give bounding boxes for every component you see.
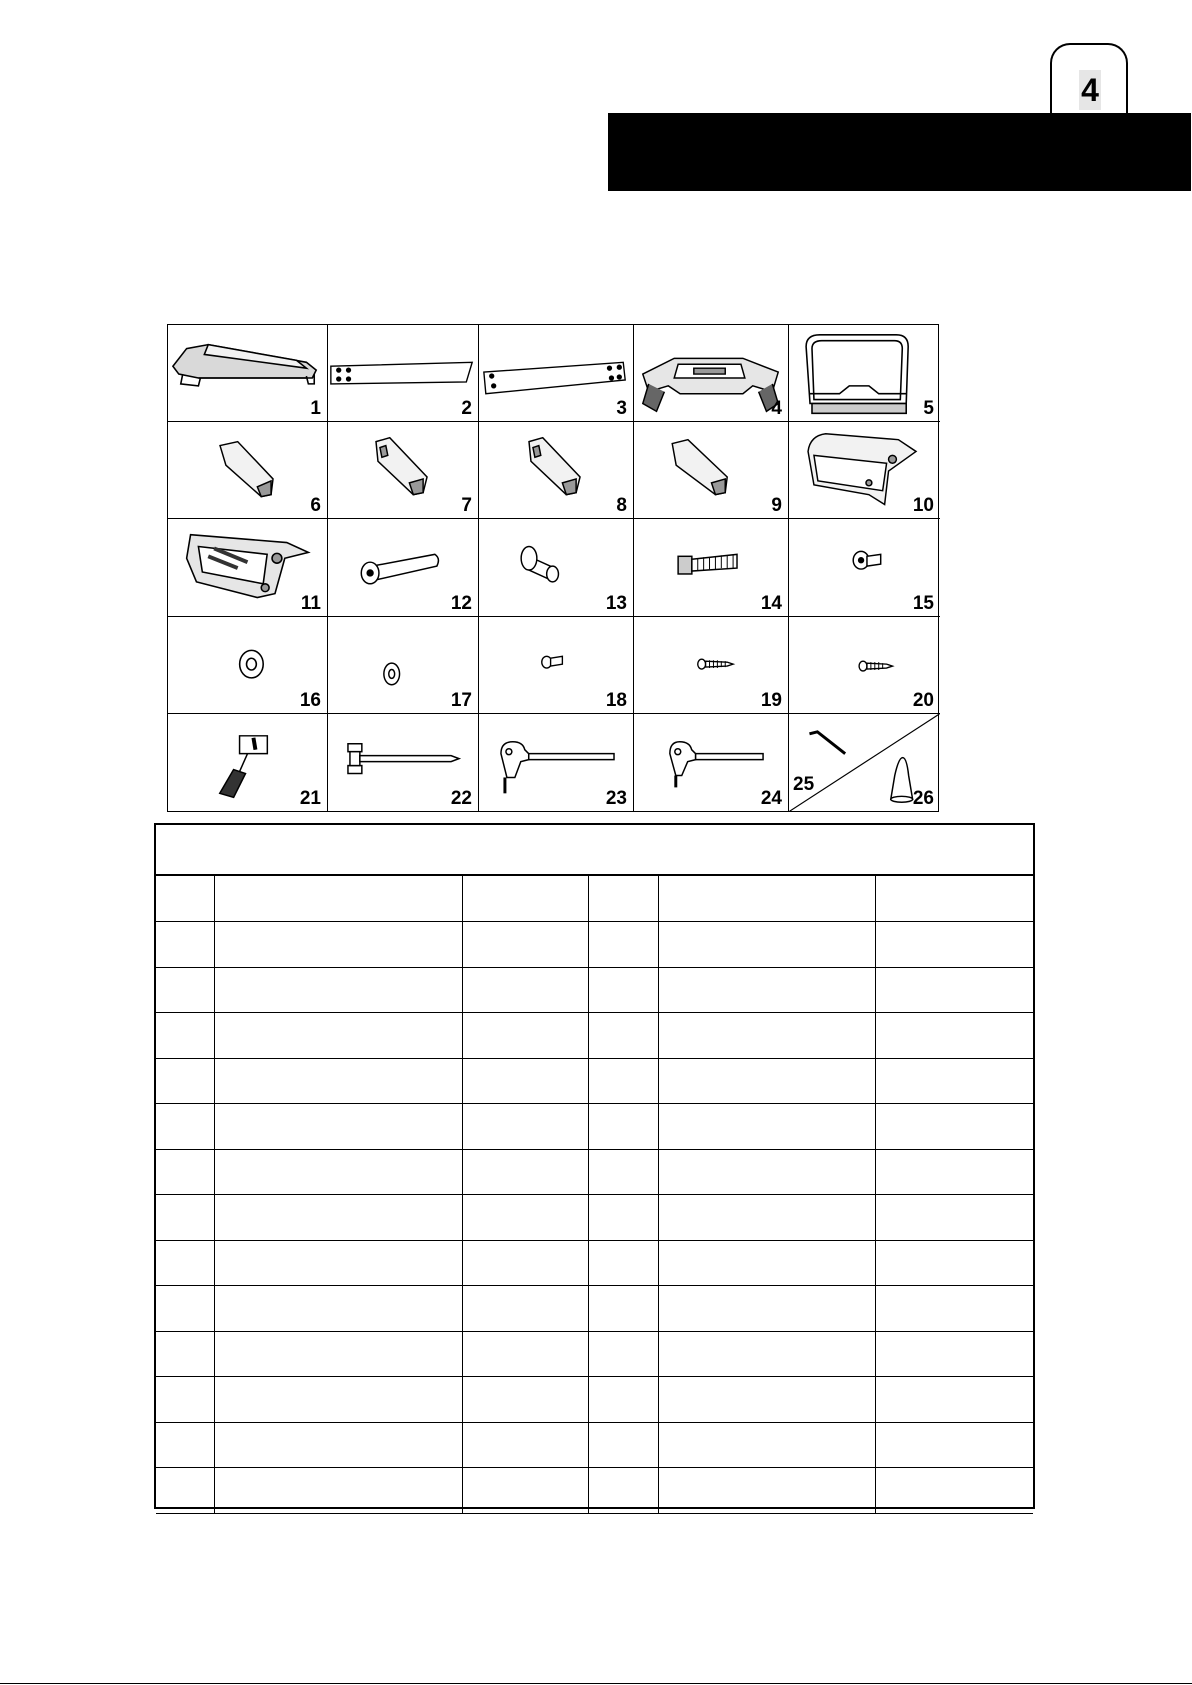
- title-bar: [608, 113, 1191, 191]
- table-cell: [875, 922, 1033, 968]
- part-cell-21: [168, 714, 328, 811]
- table-cell: [156, 1013, 214, 1059]
- table-cell: [658, 1422, 875, 1468]
- table-cell: [214, 922, 462, 968]
- part-number: 8: [616, 495, 627, 517]
- part-number: 19: [760, 689, 782, 711]
- table-row: [156, 1195, 1033, 1241]
- part-cell-25-26: [789, 714, 940, 811]
- part-number: 7: [461, 495, 472, 517]
- part-number: 18: [605, 689, 627, 711]
- table-cell: [462, 922, 588, 968]
- part-number: 9: [771, 495, 782, 517]
- part-number: 13: [605, 592, 627, 614]
- table-cell: [214, 1195, 462, 1241]
- part-cell-8: [479, 422, 634, 519]
- part-number: 16: [299, 689, 321, 711]
- table-cell: [462, 1468, 588, 1514]
- table-cell: [588, 1058, 658, 1104]
- table-cell: [875, 1286, 1033, 1332]
- table-cell: [156, 1240, 214, 1286]
- table-cell: [156, 1331, 214, 1377]
- table-cell: [875, 1422, 1033, 1468]
- part-cell-16: [168, 617, 328, 714]
- side-cover-icon: [328, 422, 478, 518]
- table-row: [156, 922, 1033, 968]
- part-cell-11: [168, 519, 328, 616]
- table-cell: [156, 1286, 214, 1332]
- table-cell: [658, 1468, 875, 1514]
- table-cell: [156, 1149, 214, 1195]
- part-number: 10: [912, 495, 934, 517]
- table-cell: [588, 1422, 658, 1468]
- table-cell: [658, 1331, 875, 1377]
- table-cell: [156, 967, 214, 1013]
- side-cover-icon: [479, 422, 633, 518]
- table-cell: [462, 1422, 588, 1468]
- table-cell: [658, 922, 875, 968]
- table-cell: [156, 1195, 214, 1241]
- table-cell: [214, 1422, 462, 1468]
- part-cell-20: [789, 617, 940, 714]
- table-cell: [875, 1013, 1033, 1059]
- table-row: [156, 1104, 1033, 1150]
- table-cell: [462, 1240, 588, 1286]
- table-cell: [156, 876, 214, 922]
- table-cell: [658, 1104, 875, 1150]
- table-cell: [588, 1286, 658, 1332]
- table-cell: [462, 1104, 588, 1150]
- part-number: 6: [310, 495, 321, 517]
- table-row: [156, 967, 1033, 1013]
- part-number: 24: [760, 787, 782, 809]
- part-cell-6: [168, 422, 328, 519]
- side-cover-icon: [168, 422, 327, 518]
- table-cell: [156, 1058, 214, 1104]
- part-number: 17: [450, 689, 472, 711]
- table-cell: [462, 876, 588, 922]
- part-cell-7: [328, 422, 479, 519]
- table-cell: [156, 1422, 214, 1468]
- part-number: 4: [771, 398, 782, 420]
- table-cell: [462, 1331, 588, 1377]
- table-cell: [214, 1468, 462, 1514]
- part-number: 11: [300, 592, 321, 614]
- part-number: 12: [450, 592, 472, 614]
- table-cell: [214, 967, 462, 1013]
- table-cell: [214, 1377, 462, 1423]
- part-cell-19: [634, 617, 789, 714]
- part-cell-3: [479, 325, 634, 422]
- part-number: 2: [461, 398, 472, 420]
- table-cell: [462, 1377, 588, 1423]
- table-cell: [658, 1013, 875, 1059]
- part-number: 23: [605, 787, 627, 809]
- page-number: 4: [1079, 70, 1101, 110]
- table-cell: [658, 1195, 875, 1241]
- table-cell: [462, 1286, 588, 1332]
- table-cell: [214, 876, 462, 922]
- part-cell-13: [479, 519, 634, 616]
- table-cell: [156, 1468, 214, 1514]
- table-cell: [588, 876, 658, 922]
- table-cell: [658, 1377, 875, 1423]
- table-cell: [462, 1058, 588, 1104]
- part-cell-18: [479, 617, 634, 714]
- table-cell: [875, 1240, 1033, 1286]
- table-cell: [214, 1013, 462, 1059]
- table-cell: [588, 1377, 658, 1423]
- part-cell-17: [328, 617, 479, 714]
- part-number: 22: [450, 787, 472, 809]
- table-cell: [588, 1195, 658, 1241]
- part-number: 3: [616, 398, 627, 420]
- parts-list-table: [154, 823, 1035, 1509]
- table-cell: [658, 967, 875, 1013]
- table-cell: [462, 1149, 588, 1195]
- part-cell-14: [634, 519, 789, 616]
- part-cell-9: [634, 422, 789, 519]
- part-cell-2: [328, 325, 479, 422]
- table-title-row: [156, 825, 1033, 876]
- table-row: [156, 1422, 1033, 1468]
- part-number: 1: [310, 398, 321, 420]
- table-row: [156, 1377, 1033, 1423]
- table-cell: [462, 1013, 588, 1059]
- table-cell: [875, 1195, 1033, 1241]
- upright-tube-icon: [479, 325, 633, 421]
- table-cell: [214, 1240, 462, 1286]
- table-cell: [462, 1195, 588, 1241]
- part-number: 21: [299, 787, 321, 809]
- treadmill-base-icon: [168, 325, 327, 421]
- table-cell: [588, 1104, 658, 1150]
- table-cell: [588, 1468, 658, 1514]
- part-cell-24: [634, 714, 789, 811]
- table-cell: [214, 1104, 462, 1150]
- bottom-rule: [0, 1683, 1192, 1684]
- part-number: 15: [912, 592, 934, 614]
- table-row: [156, 876, 1033, 922]
- table-cell: [875, 967, 1033, 1013]
- part-cell-5: [789, 325, 940, 422]
- part-cell-4: [634, 325, 789, 422]
- console-frame-icon: [634, 325, 788, 421]
- table-row: [156, 1013, 1033, 1059]
- upright-tube-icon: [328, 325, 478, 421]
- table-row: [156, 1331, 1033, 1377]
- table-cell: [214, 1149, 462, 1195]
- table-cell: [875, 1058, 1033, 1104]
- table-row: [156, 1240, 1033, 1286]
- table-row: [156, 1468, 1033, 1514]
- part-cell-10: [789, 422, 940, 519]
- part-number: 25: [793, 773, 815, 795]
- table-cell: [214, 1331, 462, 1377]
- part-cell-1: [168, 325, 328, 422]
- table-cell: [588, 1331, 658, 1377]
- table-cell: [658, 1240, 875, 1286]
- side-cover-icon: [634, 422, 788, 518]
- table-cell: [214, 1058, 462, 1104]
- table-cell: [875, 1149, 1033, 1195]
- table-cell: [658, 1058, 875, 1104]
- table-row: [156, 1149, 1033, 1195]
- table-cell: [658, 1286, 875, 1332]
- part-number: 14: [760, 592, 782, 614]
- table-cell: [875, 1104, 1033, 1150]
- part-number: 5: [923, 398, 934, 420]
- part-cell-23: [479, 714, 634, 811]
- part-number: 26: [912, 787, 934, 809]
- table-cell: [156, 922, 214, 968]
- table-cell: [156, 1104, 214, 1150]
- table-cell: [588, 967, 658, 1013]
- table-cell: [156, 1377, 214, 1423]
- table-cell: [658, 1149, 875, 1195]
- table-cell: [875, 876, 1033, 922]
- table-cell: [588, 1149, 658, 1195]
- table-cell: [875, 1377, 1033, 1423]
- table-row: [156, 1058, 1033, 1104]
- part-number: 20: [912, 689, 934, 711]
- table-cell: [588, 1013, 658, 1059]
- table-cell: [588, 1240, 658, 1286]
- table-cell: [875, 1468, 1033, 1514]
- parts-list: [156, 876, 1033, 1514]
- parts-grid: [167, 324, 939, 812]
- table-cell: [462, 967, 588, 1013]
- table-cell: [875, 1331, 1033, 1377]
- part-cell-12: [328, 519, 479, 616]
- part-cell-22: [328, 714, 479, 811]
- table-row: [156, 1286, 1033, 1332]
- console-panel-icon: [789, 325, 940, 421]
- table-cell: [588, 922, 658, 968]
- table-cell: [214, 1286, 462, 1332]
- part-cell-15: [789, 519, 940, 616]
- table-cell: [658, 876, 875, 922]
